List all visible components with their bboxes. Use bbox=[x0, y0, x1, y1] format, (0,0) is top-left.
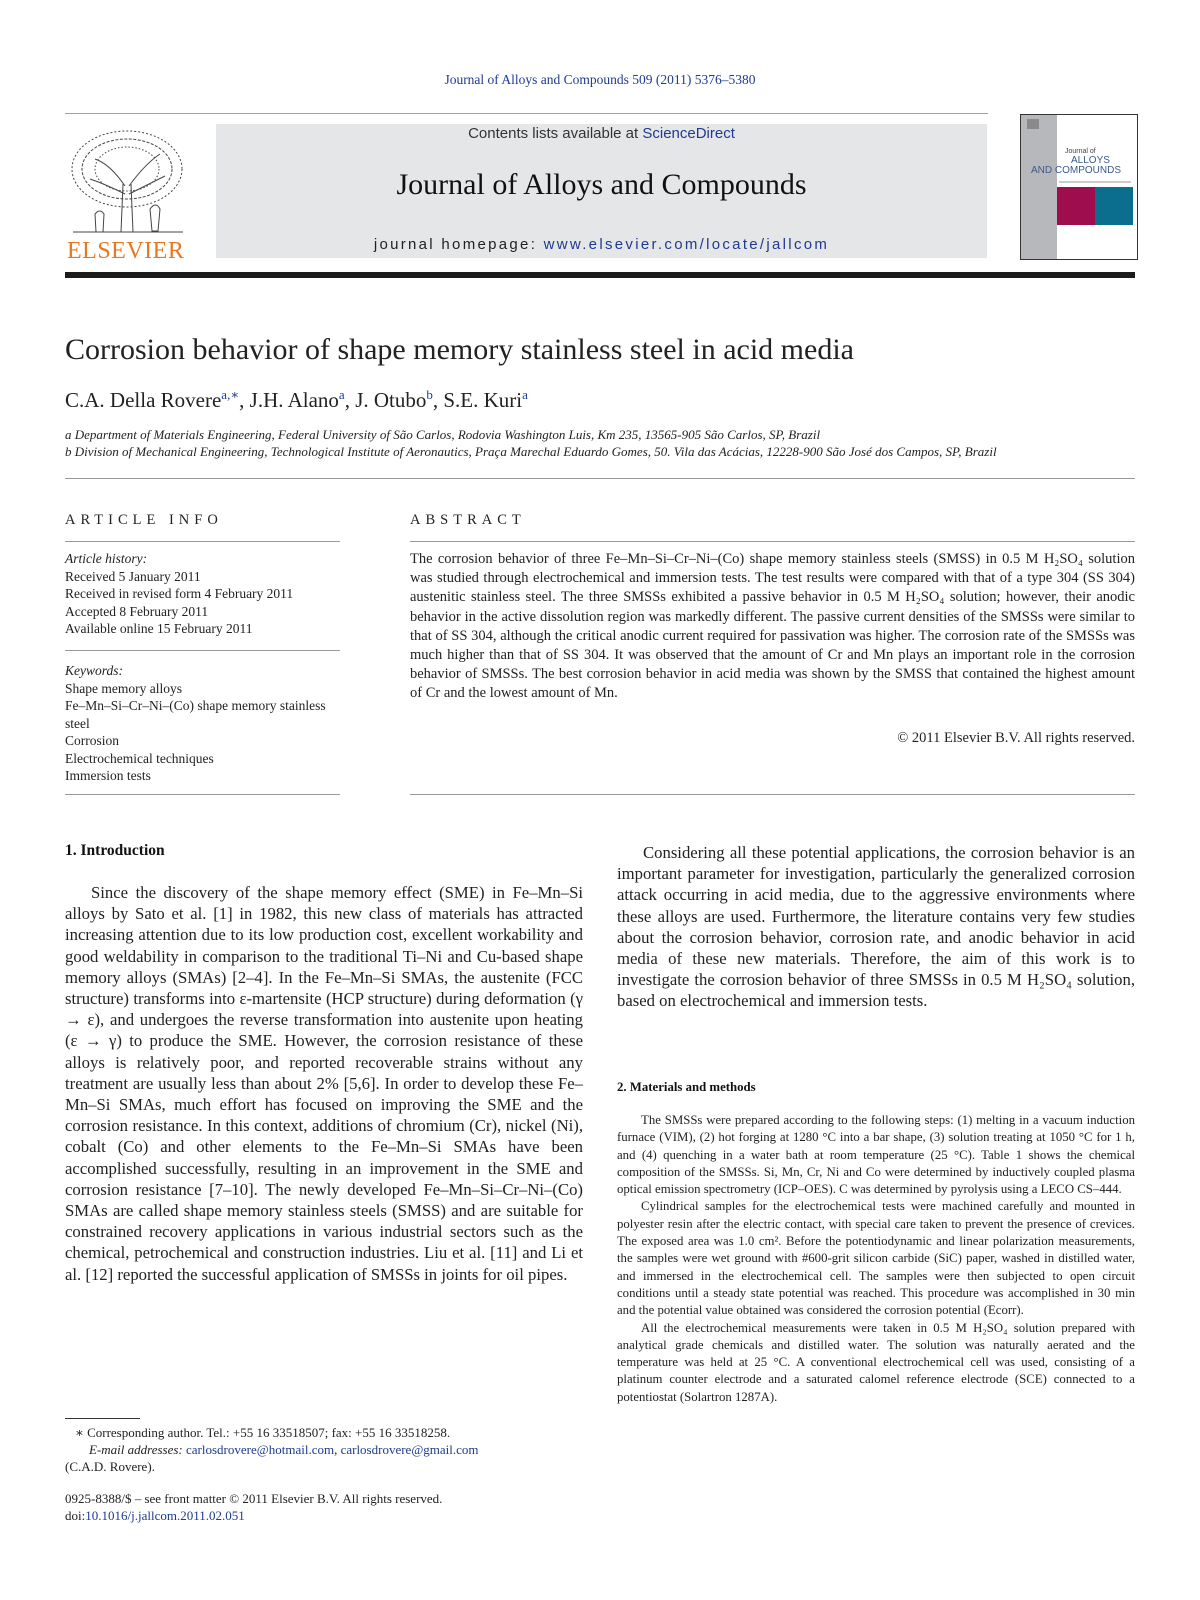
article-title: Corrosion behavior of shape memory stainless steel in acid media bbox=[65, 333, 854, 366]
issn-block bbox=[65, 1490, 583, 1524]
divider bbox=[65, 650, 340, 651]
running-head[interactable]: Journal of Alloys and Compounds 509 (2011) 5376–5380 bbox=[444, 72, 756, 87]
email-link[interactable]: carlosdrovere@hotmail.com bbox=[186, 1442, 335, 1457]
author-name[interactable]: C.A. Della Rovere bbox=[65, 388, 222, 412]
elsevier-wordmark: ELSEVIER bbox=[67, 238, 185, 264]
cover-line bbox=[1059, 181, 1131, 183]
abstract-copyright: © 2011 Elsevier B.V. All rights reserved. bbox=[897, 730, 1135, 746]
keyword-item: Immersion tests bbox=[65, 768, 151, 783]
email-line bbox=[65, 1441, 583, 1458]
divider bbox=[65, 541, 340, 542]
divider bbox=[410, 794, 1135, 795]
doi-label: doi: bbox=[65, 1508, 86, 1523]
divider bbox=[65, 794, 340, 795]
homepage-line bbox=[216, 236, 987, 253]
author-name[interactable]: S.E. Kuri bbox=[443, 388, 523, 412]
issn-line: 0925-8388/$ – see front matter © 2011 Elsevier B.V. All rights reserved. bbox=[65, 1491, 443, 1506]
sciencedirect-link[interactable]: ScienceDirect bbox=[642, 125, 735, 142]
footnote bbox=[65, 1424, 583, 1475]
abstract-heading: ABSTRACT bbox=[410, 512, 526, 528]
cover-title-1: Journal of bbox=[1065, 148, 1096, 155]
keyword-item: Electrochemical techniques bbox=[65, 750, 214, 766]
author-affiliation-mark[interactable]: a bbox=[522, 387, 528, 402]
elsevier-logo[interactable] bbox=[65, 124, 195, 264]
keywords-label: Keywords: bbox=[65, 663, 123, 678]
contents-line bbox=[216, 125, 987, 142]
divider bbox=[65, 478, 1135, 479]
keyword-item: Fe–Mn–Si–Cr–Ni–(Co) shape memory stainless steel bbox=[65, 698, 326, 731]
cover-logo-mark bbox=[1027, 119, 1039, 129]
keywords bbox=[65, 662, 340, 785]
cover-grey-band bbox=[1021, 115, 1057, 259]
doi-link[interactable]: 10.1016/j.jallcom.2011.02.051 bbox=[85, 1508, 245, 1523]
article-info-heading: ARTICLE INFO bbox=[65, 512, 223, 528]
masthead-rule bbox=[65, 272, 1135, 278]
methods-paragraph: The SMSSs were prepared according to the following steps: (1) melting in a vacuum induction furnace (VIM), (2) hot forging at 1280 °C into a bar shape, (3) solution treating at 1050 °C for 1 h, and (4) quenching in a water bath at room temperature (25 °C). Table 1 shows the chemical composition of the SMSSs. Si, Mn, Cr, Ni and Co were determined by inductively coupled plasma optical emission spectrometry (ICP–OES). C was determined by pyrolysis using a LECO CS–444. bbox=[617, 1113, 1135, 1197]
email-separator: , bbox=[334, 1442, 341, 1457]
history-item: Received 5 January 2011 bbox=[65, 568, 201, 584]
affiliation-a: a Department of Materials Engineering, Federal University of São Carlos, Rodovia Washington Luis, Km 235, 13565-905 São Carlos, SP, Brazil bbox=[65, 427, 821, 442]
keyword-item: Shape memory alloys bbox=[65, 680, 182, 696]
contents-prefix: Contents lists available at bbox=[468, 125, 643, 142]
intro-continued-text: Considering all these potential applications, the corrosion behavior is an important parameter for investigation, particularly the generalized corrosion attack occurring in acid media, due to the aggressive environments where these alloys are used. Furthermore, the literature contains very few studies about the corrosion behavior, corrosion rate, and anodic behavior in acid media of these new materials. Therefore, the aim of this work is to investigate the corrosion behavior of three SMSSs in 0.5 M H₂SO₄ solution, based on electrochemical and immersion tests. bbox=[617, 843, 1135, 1011]
email-label: E-mail addresses: bbox=[89, 1442, 187, 1457]
footnote-rule bbox=[65, 1418, 140, 1419]
email-link[interactable]: carlosdrovere@gmail.com bbox=[340, 1442, 479, 1457]
author-name[interactable]: J.H. Alano bbox=[249, 388, 339, 412]
cover-teal-block bbox=[1095, 187, 1133, 225]
doi-line bbox=[65, 1507, 583, 1524]
author-separator: , bbox=[239, 388, 250, 412]
author-affiliation-mark[interactable]: b bbox=[426, 387, 433, 402]
author-affiliation-mark[interactable]: a,∗ bbox=[221, 387, 240, 402]
author-separator: , bbox=[432, 388, 444, 412]
homepage-prefix: journal homepage: bbox=[373, 236, 544, 253]
history-label: Article history: bbox=[65, 551, 148, 566]
tree-icon bbox=[65, 124, 195, 264]
intro-text: Since the discovery of the shape memory effect (SME) in Fe–Mn–Si alloys by Sato et al. [1] in 1982, this new class of materials has attracted increasing attention due to its low production cost, excellent workability and good weldability in comparison to the traditional Ti–Ni and Cu-based shape memory alloys (SMAs) [2–4]. In the Fe–Mn–Si SMAs, the austenite (FCC structure) transforms into ε-martensite (HCP structure) during deformation (γ → ε), and undergoes the reverse transformation into austenite upon heating (ε → γ) to produce the SME. However, the corrosion resistance of these alloys is relatively poor, and reported recoverable strains without any treatment are usually less than about 2% [5,6]. In order to develop these Fe–Mn–Si SMAs, much effort has focused on improving the SME and the corrosion resistance. In this context, additions of chromium (Cr), nickel (Ni), cobalt (Co) and other elements to the Fe–Mn–Si SMAs have been accomplished successfully, resulting in an improvement in the SME and corrosion resistance [7–10]. The newly developed Fe–Mn–Si–Cr–Ni–(Co) SMAs are called shape memory stainless steels (SMSS) and are suitable for constrained recovery applications in various industrial sectors such as the chemical, petrochemical and construction industries. Liu et al. [11] and Li et al. [12] reported the successful application of SMSSs in joints for oil pipes. bbox=[65, 883, 583, 1284]
history-item: Available online 15 February 2011 bbox=[65, 621, 253, 636]
cover-magenta-block bbox=[1057, 187, 1095, 225]
cover-title-2: ALLOYS bbox=[1071, 155, 1110, 166]
article-history bbox=[65, 550, 340, 638]
methods-text bbox=[617, 1112, 1135, 1406]
divider bbox=[410, 541, 1135, 542]
author-list bbox=[65, 387, 1135, 413]
abstract-text: The corrosion behavior of three Fe–Mn–Si–Cr–Ni–(Co) shape memory stainless steels (SMSS) in 0.5 M H₂SO₄ solution was studied through electrochemical and immersion tests. The test results were compared with that of a type 304 (SS 304) austenitic stainless steel. The three SMSSs exhibited a passive behavior in 0.5 M H₂SO₄ solution; however, their anodic behavior in the active dissolution region was markedly different. The passive current densities of the SMSSs were similar to that of SS 304, although the critical anodic current required for passivation was higher. The corrosion rate of the SMSSs was much higher than that of SS 304. It was observed that the amount of Cr and Mn plays an important role in the corrosion behavior of SMSSs. The best corrosion behavior in acid media was shown by the SMSS that contained the highest amount of Cr and the lowest amount of Mn. bbox=[410, 551, 1135, 702]
author-separator: , bbox=[344, 388, 356, 412]
keyword-item: Corrosion bbox=[65, 733, 119, 748]
author-name[interactable]: J. Otubo bbox=[355, 388, 427, 412]
cover-title-3: AND COMPOUNDS bbox=[1031, 165, 1122, 176]
affiliation-b: b Division of Mechanical Engineering, Technological Institute of Aeronautics, Praça Marechal Eduardo Gomes, 50. Vila das Acácias, 12228-900 São José dos Campos, SP, Brazil bbox=[65, 444, 997, 459]
journal-name: Journal of Alloys and Compounds bbox=[396, 168, 807, 201]
top-rule bbox=[65, 113, 988, 114]
history-item: Accepted 8 February 2011 bbox=[65, 603, 209, 619]
cover-image bbox=[1021, 115, 1137, 259]
methods-paragraph: All the electrochemical measurements were taken in 0.5 M H₂SO₄ solution prepared with analytical grade chemicals and distilled water. The solution was naturally aerated and the temperature was held at 25 °C. A conventional electrochemical cell was used, consisting of a platinum counter electrode and a saturated calomel reference electrode (SCE) connected to a potentiostat (Solartron 1287A). bbox=[617, 1320, 1135, 1404]
journal-cover-thumbnail[interactable] bbox=[1020, 114, 1138, 260]
email-owner: (C.A.D. Rovere). bbox=[65, 1459, 155, 1474]
homepage-link[interactable]: www.elsevier.com/locate/jallcom bbox=[543, 236, 830, 253]
corresponding-author-note: ∗ Corresponding author. Tel.: +55 16 33518507; fax: +55 16 33518258. bbox=[75, 1425, 451, 1440]
history-item: Received in revised form 4 February 2011 bbox=[65, 586, 294, 601]
methods-paragraph: Cylindrical samples for the electrochemical tests were machined carefully and mounted in polyester resin after the electric contact, with special care taken to prevent the presence of crevices. The exposed area was 1.0 cm². Before the potentiodynamic and linear polarization measurements, the samples were wet ground with #600-grit silicon carbide (SiC) paper, washed in distilled water, and immersed in the electrochemical cell. The samples were then subjected to open circuit conditions until a steady state potential was reached. This procedure was accomplished in 30 min and the potential value obtained was considered the corrosion potential (Ecorr). bbox=[617, 1199, 1135, 1318]
author-affiliation-mark[interactable]: a bbox=[338, 387, 345, 402]
methods-heading: 2. Materials and methods bbox=[617, 1080, 756, 1094]
intro-heading: 1. Introduction bbox=[65, 842, 165, 859]
